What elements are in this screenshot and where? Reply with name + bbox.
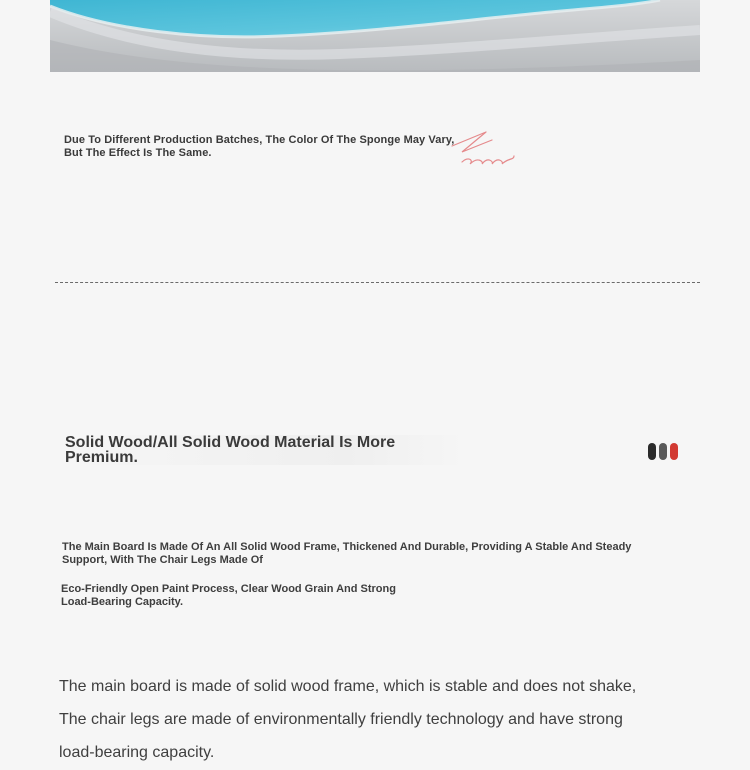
color-swatches xyxy=(648,443,678,460)
notice-line-2: But The Effect Is The Same. xyxy=(64,147,212,159)
detail-paragraph-1-line-1: The Main Board Is Made Of An All Solid Wood Frame, Thickened And Durable, Providing A Stable And Steady xyxy=(62,541,632,553)
detail-paragraph-1 xyxy=(62,541,662,567)
section-title xyxy=(65,435,467,465)
detail-paragraph-2-line-2: Load-Bearing Capacity. xyxy=(61,596,184,608)
detail-paragraph-2-line-1: Eco-Friendly Open Paint Process, Clear Wood Grain And Strong xyxy=(61,583,396,595)
swatch-red xyxy=(670,443,678,460)
sponge-wave-graphic xyxy=(50,0,700,72)
section-title-line-2: Premium. xyxy=(65,449,138,466)
swatch-dark xyxy=(648,443,656,460)
description-line-1: The main board is made of solid wood frame, which is stable and does not shake, xyxy=(59,678,637,695)
description-line-3: load-bearing capacity. xyxy=(59,744,215,761)
sponge-product-image xyxy=(50,0,700,72)
handwritten-signature xyxy=(448,126,522,168)
product-description xyxy=(59,670,699,769)
description-line-2: The chair legs are made of environmentally friendly technology and have strong xyxy=(59,711,623,728)
dashed-divider xyxy=(55,282,700,283)
detail-paragraph-1-line-2: Support, With The Chair Legs Made Of xyxy=(62,554,263,566)
notice-line-1: Due To Different Production Batches, The Color Of The Sponge May Vary, xyxy=(64,134,455,146)
swatch-gray xyxy=(659,443,667,460)
detail-paragraph-2 xyxy=(61,583,421,609)
color-variation-notice xyxy=(64,134,454,160)
section-title-line-1: Solid Wood/All Solid Wood Material Is More xyxy=(65,434,396,451)
